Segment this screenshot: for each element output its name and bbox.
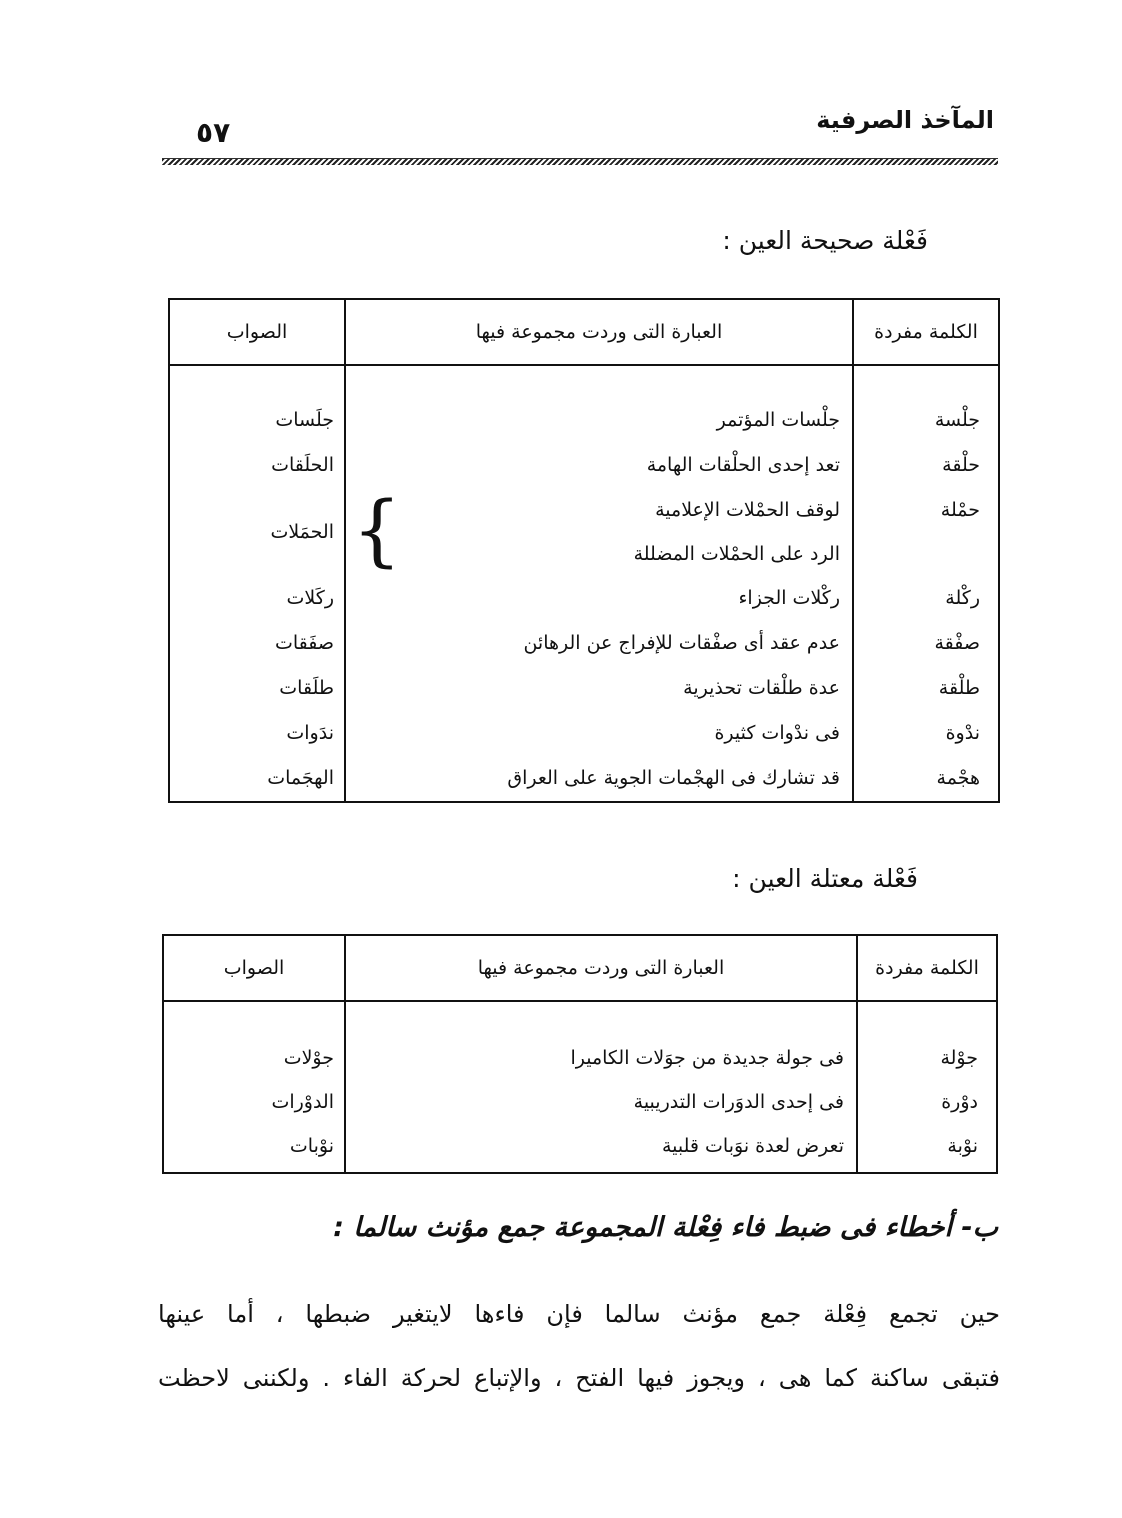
list-item: الحمَلات	[270, 521, 334, 543]
list-item: عدة طلْقات تحذيرية	[683, 677, 840, 699]
list-item: تعرض لعدة نوَبات قلبية	[661, 1135, 844, 1157]
column-header-word: الكلمة مفردة	[857, 935, 997, 1001]
running-header-title: المآخذ الصرفية	[816, 106, 994, 134]
page-number: ٥٧	[196, 116, 231, 149]
list-item: حلْقة	[942, 454, 980, 476]
word-column	[857, 1001, 997, 1173]
section-2-heading: فَعْلة معتلة العين :	[732, 864, 918, 893]
phrase-list	[346, 1002, 856, 1168]
list-item: جلَسات	[275, 409, 334, 431]
section-2-table	[162, 934, 998, 1174]
column-header-word: الكلمة مفردة	[853, 299, 999, 365]
list-item: الهجَمات	[267, 767, 334, 789]
word-list	[858, 1002, 996, 1168]
phrase-column	[345, 365, 853, 802]
list-item: فى إحدى الدوَرات التدريبية	[633, 1091, 844, 1113]
column-header-correct: الصواب	[163, 935, 345, 1001]
body-paragraph	[158, 1282, 1000, 1410]
correct-column	[169, 365, 345, 802]
list-item: صفْقة	[934, 632, 980, 654]
paragraph-line: حين تجمع فِعْلة جمع مؤنث سالما فإن فاءها لايتغير ضبطها ، أما عينها	[158, 1300, 1000, 1328]
list-item: حمْلة	[940, 499, 980, 521]
paragraph-line: فتبقى ساكنة كما هى ، ويجوز فيها الفتح ، والإتباع لحركة الفاء . ولكننى لاحظت	[158, 1364, 1000, 1392]
list-item: ندْوة	[945, 722, 980, 744]
list-item: طلْقة	[938, 677, 980, 699]
list-item: نوْبات	[289, 1135, 334, 1157]
list-item: قد تشارك فى الهجْمات الجوية على العراق	[507, 767, 840, 789]
table-header-row	[163, 935, 997, 1001]
word-list	[854, 366, 998, 801]
list-item	[854, 533, 998, 576]
list-item: ركْلات الجزاء	[738, 587, 840, 609]
list-item: الرد على الحمْلات المضللة	[633, 543, 840, 565]
section-1-heading: فَعْلة صحيحة العين :	[722, 226, 928, 255]
list-item: ندَوات	[286, 722, 334, 744]
list-item: نوْبة	[947, 1135, 978, 1157]
list-item: هجْمة	[936, 767, 980, 789]
correct-list	[164, 1002, 344, 1168]
list-item: جوْلات	[283, 1047, 334, 1069]
subsection-heading: ب- أخطاء فى ضبط فاء فِعْلة المجموعة جمع مؤنث سالما :	[333, 1212, 998, 1243]
list-item: فى جولة جديدة من جوَلات الكاميرا	[570, 1047, 844, 1069]
list-item: طلَقات	[279, 677, 334, 699]
list-item: جوْلة	[940, 1047, 978, 1069]
list-item: دوْرة	[941, 1091, 978, 1113]
correct-list	[170, 366, 344, 801]
list-item: ركْلة	[945, 587, 980, 609]
curly-brace-icon: {	[352, 486, 402, 576]
column-header-correct: الصواب	[169, 299, 345, 365]
list-item: ركَلات	[286, 587, 334, 609]
phrase-list	[346, 366, 852, 801]
list-item: الدوْرات	[271, 1091, 334, 1113]
header-divider	[162, 158, 998, 165]
correct-column	[163, 1001, 345, 1173]
list-item: فى ندْوات كثيرة	[714, 722, 840, 744]
table-body-row	[169, 365, 999, 802]
section-1-table	[168, 298, 1000, 803]
table-header-row	[169, 299, 999, 365]
list-item: الحلَقات	[271, 454, 334, 476]
list-item: جلْسة	[934, 409, 980, 431]
column-header-phrase: العبارة التى وردت مجموعة فيها	[345, 935, 857, 1001]
list-item: عدم عقد أى صفْقات للإفراج عن الرهائن	[523, 632, 840, 654]
word-column	[853, 365, 999, 802]
list-item: تعد إحدى الحلْقات الهامة	[646, 454, 840, 476]
phrase-column	[345, 1001, 857, 1173]
list-item: لوقف الحمْلات الإعلامية	[655, 499, 840, 521]
column-header-phrase: العبارة التى وردت مجموعة فيها	[345, 299, 853, 365]
list-item: جلْسات المؤتمر	[716, 409, 840, 431]
table-body-row	[163, 1001, 997, 1173]
list-item: صفَقات	[274, 632, 334, 654]
